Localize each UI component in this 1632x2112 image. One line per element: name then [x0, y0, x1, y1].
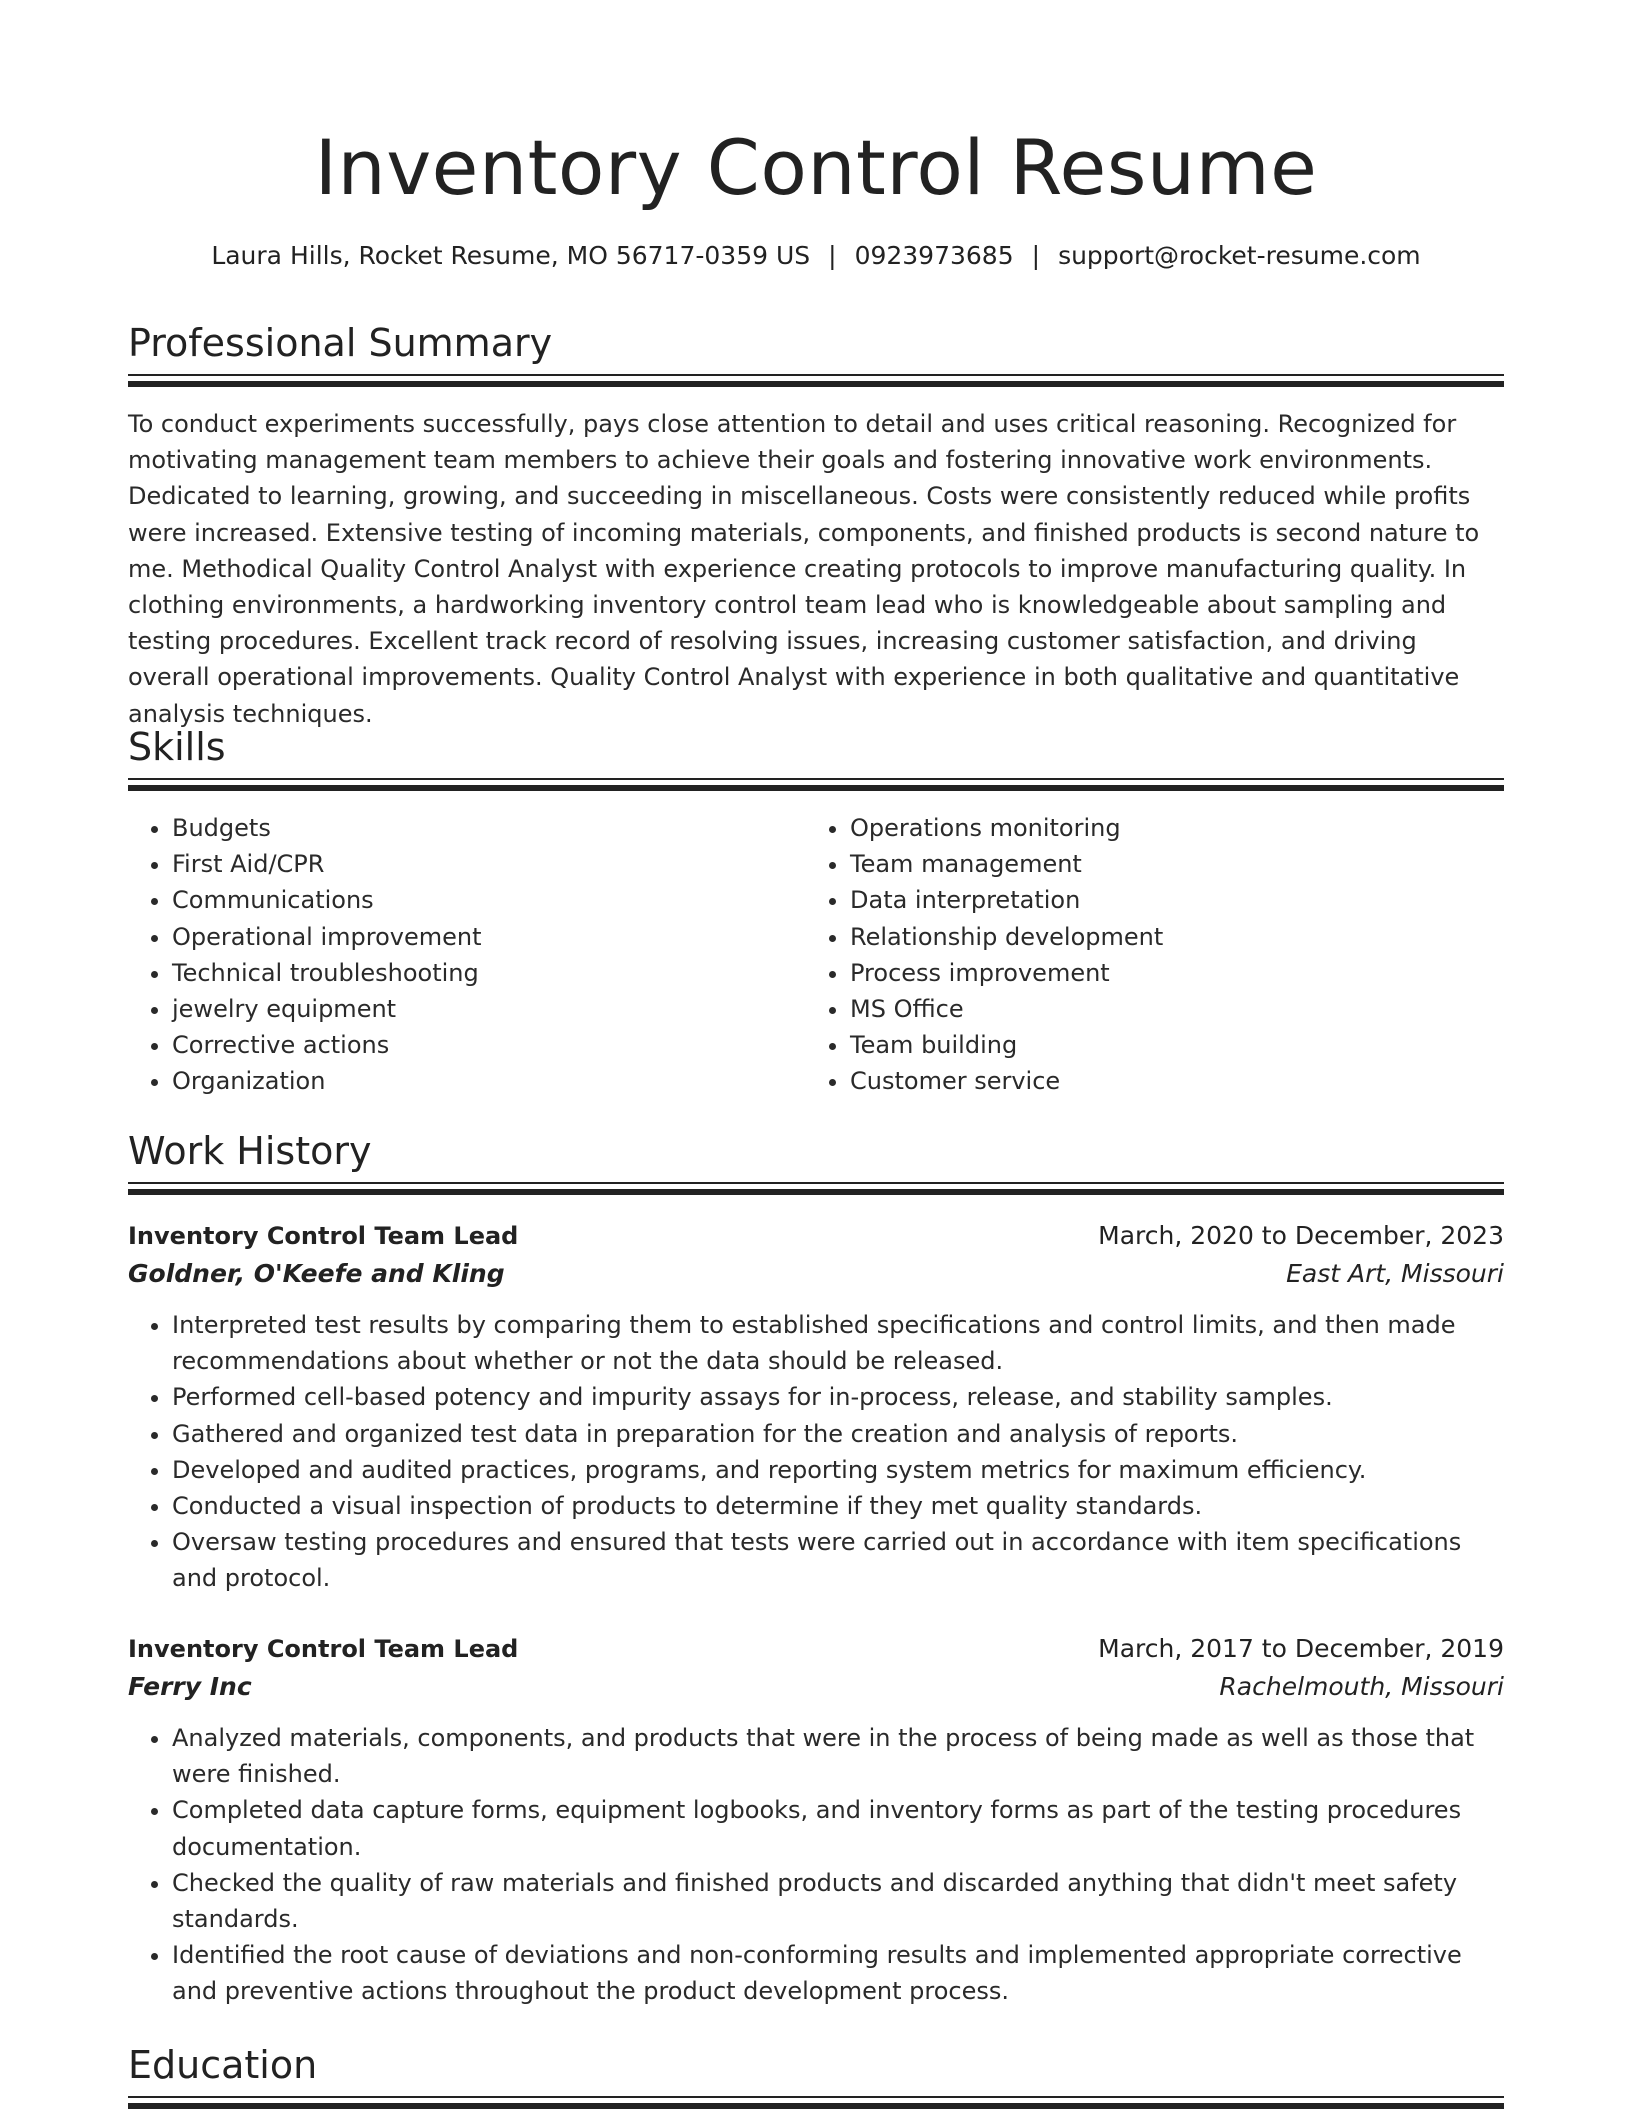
- job-title: Inventory Control Team Lead: [128, 1635, 519, 1663]
- contact-separator: |: [828, 241, 837, 270]
- section-heading-education: Education: [128, 2043, 318, 2087]
- document-title: Inventory Control Resume: [314, 123, 1318, 212]
- responsibility-item: • Analyzed materials, components, and products that were in the process of being made as well as those that were finished.: [172, 1720, 1504, 1792]
- contact-email: support@rocket-resume.com: [1058, 241, 1421, 270]
- job-location: East Art, Missouri: [1286, 1259, 1504, 1288]
- responsibility-item: • Conducted a visual inspection of products to determine if they met quality standards.: [172, 1488, 1504, 1524]
- contact-phone: 0923973685: [854, 241, 1014, 270]
- responsibility-item: • Developed and audited practices, programs, and reporting system metrics for maximum efficiency.: [172, 1452, 1504, 1488]
- skills-column-right: [806, 810, 1480, 1100]
- contact-line: [128, 238, 1504, 274]
- job-responsibilities: [128, 1720, 1504, 2010]
- section-divider: [128, 1182, 1504, 1196]
- job-company: Goldner, O'Keefe and Kling: [128, 1259, 505, 1288]
- responsibility-item: • Performed cell-based potency and impurity assays for in-process, release, and stability samples.: [172, 1379, 1504, 1415]
- skill-item: • MS Office: [850, 991, 1480, 1027]
- skill-item: • Customer service: [850, 1063, 1480, 1099]
- skill-item: • Budgets: [172, 810, 802, 846]
- job-company: Ferry Inc: [128, 1672, 252, 1701]
- skill-item: • Technical troubleshooting: [172, 955, 802, 991]
- skills-column-left: [128, 810, 802, 1100]
- skill-item: • Operations monitoring: [850, 810, 1480, 846]
- contact-separator: |: [1031, 241, 1041, 270]
- responsibility-item: • Oversaw testing procedures and ensured that tests were carried out in accordance with item specifications and protocol.: [172, 1524, 1504, 1596]
- job-entry: [128, 1630, 1504, 2010]
- skill-item: • jewelry equipment: [172, 991, 802, 1027]
- skill-item: • First Aid/CPR: [172, 846, 802, 882]
- job-title: Inventory Control Team Lead: [128, 1222, 519, 1250]
- skill-item: • Relationship development: [850, 919, 1480, 955]
- job-dates: March, 2017 to December, 2019: [1098, 1634, 1504, 1663]
- responsibility-item: • Gathered and organized test data in preparation for the creation and analysis of reports.: [172, 1416, 1504, 1452]
- job-responsibilities: [128, 1307, 1504, 1597]
- responsibility-item: • Identified the root cause of deviations and non-conforming results and implemented appropriate corrective and preventive actions throughout the product development process.: [172, 1937, 1504, 2009]
- skill-item: • Team management: [850, 846, 1480, 882]
- responsibility-item: • Checked the quality of raw materials and finished products and discarded anything that didn't meet safety standards.: [172, 1865, 1504, 1937]
- skill-item: • Team building: [850, 1027, 1480, 1063]
- section-heading-skills: Skills: [128, 725, 226, 769]
- skill-item: • Communications: [172, 882, 802, 918]
- section-divider: [128, 374, 1504, 388]
- skill-item: • Process improvement: [850, 955, 1480, 991]
- skill-item: • Operational improvement: [172, 919, 802, 955]
- skill-item: • Corrective actions: [172, 1027, 802, 1063]
- job-location: Rachelmouth, Missouri: [1219, 1672, 1504, 1701]
- job-entry: [128, 1217, 1504, 1597]
- section-heading-summary: Professional Summary: [128, 321, 553, 365]
- summary-text: To conduct experiments successfully, pays close attention to detail and uses critical reasoning. Recognized for motivating management team members to achieve their goals and fostering innovative work environments. Dedicated to learning, growing, and succeeding in miscellaneous. Costs were consistently reduced while profits were increased. Extensive testing of incoming materials, components, and finished products is second nature to me. Methodical Quality Control Analyst with experience creating protocols to improve manufacturing quality. In clothing environments, a hardworking inventory control team lead who is knowledgeable about sampling and testing procedures. Excellent track record of resolving issues, increasing customer satisfaction, and driving overall operational improvements. Quality Control Analyst with experience in both qualitative and quantitative analysis techniques.: [128, 410, 1480, 728]
- section-heading-work-history: Work History: [128, 1129, 372, 1173]
- section-divider: [128, 2096, 1504, 2110]
- contact-address: Laura Hills, Rocket Resume, MO 56717-0359 US: [211, 241, 811, 270]
- section-divider: [128, 778, 1504, 792]
- responsibility-item: • Interpreted test results by comparing them to established specifications and control limits, and then made recommendations about whether or not the data should be released.: [172, 1307, 1504, 1379]
- skill-item: • Organization: [172, 1063, 802, 1099]
- job-dates: March, 2020 to December, 2023: [1098, 1221, 1504, 1250]
- skill-item: • Data interpretation: [850, 882, 1480, 918]
- responsibility-item: • Completed data capture forms, equipment logbooks, and inventory forms as part of the testing procedures documentation.: [172, 1792, 1504, 1864]
